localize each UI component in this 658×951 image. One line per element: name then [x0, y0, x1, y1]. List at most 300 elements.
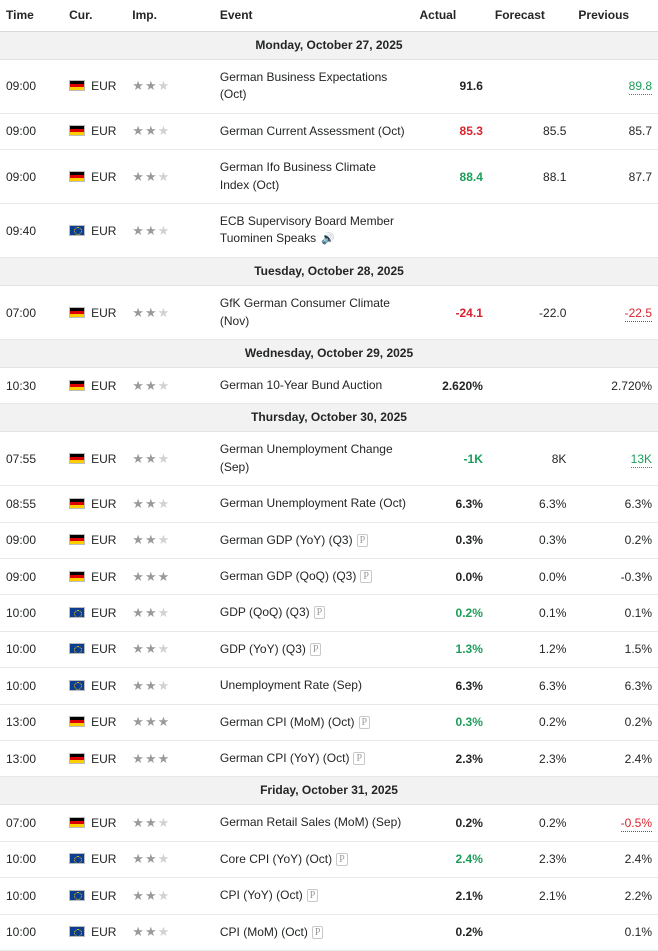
column-header-forecast[interactable]: Forecast [489, 0, 573, 32]
forecast-value: 2.3% [489, 841, 573, 877]
previous-value [572, 286, 658, 340]
currency-cell [63, 113, 126, 149]
forecast-value: 85.5 [489, 113, 573, 149]
previous-value [572, 203, 658, 257]
star-filled-icon: ★ [132, 78, 145, 94]
star-filled-icon: ★ [144, 641, 158, 657]
event-cell[interactable] [214, 486, 414, 522]
forecast-value: 1.2% [489, 631, 573, 667]
star-empty-icon: ★ [157, 495, 171, 511]
event-name: ECB Supervisory Board Member Tuominen Speaks [219, 213, 394, 246]
importance-rating[interactable] [126, 595, 214, 631]
germany-flag-icon [69, 80, 85, 91]
event-time: 08:55 [0, 486, 63, 522]
star-filled-icon: ★ [132, 377, 145, 393]
table-row[interactable] [0, 878, 658, 914]
event-name: German GDP (YoY) (Q3) [219, 532, 353, 547]
event-cell[interactable] [214, 60, 414, 114]
germany-flag-icon [69, 125, 85, 136]
previous-value: 2.2% [572, 878, 658, 914]
star-filled-icon: ★ [132, 924, 145, 940]
event-name: German Current Assessment (Oct) [219, 123, 405, 138]
event-cell[interactable] [214, 841, 414, 877]
previous-value-revised: -22.5 [624, 305, 652, 320]
actual-value: 6.3% [414, 486, 489, 522]
event-name: GfK German Consumer Climate (Nov) [219, 296, 390, 328]
currency-code: EUR [91, 888, 117, 903]
star-filled-icon: ★ [132, 677, 145, 693]
forecast-value: 8K [489, 432, 573, 486]
currency-cell [63, 914, 126, 950]
star-filled-icon: ★ [132, 605, 145, 621]
star-empty-icon: ★ [157, 605, 171, 621]
forecast-value: 6.3% [489, 668, 573, 704]
star-filled-icon: ★ [144, 851, 158, 867]
previous-value: -0.3% [572, 559, 658, 595]
currency-cell [63, 878, 126, 914]
star-empty-icon: ★ [157, 450, 171, 466]
previous-value: 2.4% [572, 841, 658, 877]
currency-cell [63, 841, 126, 877]
currency-cell [63, 432, 126, 486]
currency-cell [63, 740, 126, 776]
currency-code: EUR [91, 79, 117, 94]
star-empty-icon: ★ [157, 168, 171, 184]
table-row[interactable] [0, 668, 658, 704]
currency-code: EUR [91, 451, 117, 466]
star-filled-icon: ★ [144, 377, 158, 393]
event-name: Core CPI (YoY) (Oct) [219, 851, 333, 866]
event-time: 09:00 [0, 522, 63, 558]
germany-flag-icon [69, 716, 85, 727]
event-cell[interactable] [214, 522, 414, 558]
forecast-value: 0.2% [489, 704, 573, 740]
star-filled-icon: ★ [144, 815, 158, 831]
currency-code: EUR [91, 925, 117, 940]
previous-value: 0.2% [572, 522, 658, 558]
preliminary-badge: P [359, 716, 371, 729]
event-cell[interactable] [214, 559, 414, 595]
actual-value: 0.2% [414, 805, 489, 841]
eu-flag-icon [69, 890, 85, 901]
currency-code: EUR [91, 715, 117, 730]
forecast-value: 6.3% [489, 486, 573, 522]
star-filled-icon: ★ [144, 532, 158, 548]
event-time: 07:00 [0, 286, 63, 340]
germany-flag-icon [69, 753, 85, 764]
previous-value: 6.3% [572, 668, 658, 704]
previous-value: 2.720% [572, 368, 658, 404]
star-empty-icon: ★ [157, 851, 171, 867]
star-filled-icon: ★ [144, 714, 158, 730]
forecast-value: 2.3% [489, 740, 573, 776]
currency-code: EUR [91, 751, 117, 766]
germany-flag-icon [69, 498, 85, 509]
table-row[interactable] [0, 805, 658, 841]
forecast-value [489, 368, 573, 404]
day-label: Thursday, October 30, 2025 [0, 404, 658, 432]
germany-flag-icon [69, 171, 85, 182]
star-filled-icon: ★ [132, 641, 145, 657]
star-filled-icon: ★ [144, 750, 158, 766]
importance-rating[interactable] [126, 631, 214, 667]
star-filled-icon: ★ [144, 605, 158, 621]
event-name: Unemployment Rate (Sep) [219, 678, 362, 693]
column-header-event[interactable]: Event [214, 0, 414, 32]
star-filled-icon: ★ [144, 495, 158, 511]
previous-value [572, 60, 658, 114]
preliminary-badge: P [357, 534, 369, 547]
currency-cell [63, 668, 126, 704]
table-row[interactable] [0, 286, 658, 340]
currency-cell [63, 150, 126, 204]
event-name: German Business Expectations (Oct) [219, 70, 388, 102]
actual-value: 2.1% [414, 878, 489, 914]
table-row[interactable] [0, 432, 658, 486]
star-filled-icon: ★ [144, 222, 158, 238]
star-filled-icon: ★ [132, 123, 145, 139]
event-name: German GDP (QoQ) (Q3) [219, 569, 357, 584]
star-filled-icon: ★ [144, 450, 158, 466]
eu-flag-icon [69, 643, 85, 654]
day-label: Monday, October 27, 2025 [0, 32, 658, 60]
day-label: Tuesday, October 28, 2025 [0, 258, 658, 286]
event-time: 09:00 [0, 60, 63, 114]
event-name: CPI (MoM) (Oct) [219, 924, 308, 939]
eu-flag-icon [69, 225, 85, 236]
previous-value-revised: -0.5% [620, 816, 652, 831]
column-header-importance[interactable]: Imp. [126, 0, 214, 32]
star-filled-icon: ★ [132, 568, 145, 584]
table-row[interactable] [0, 740, 658, 776]
currency-code: EUR [91, 305, 117, 320]
table-row[interactable] [0, 368, 658, 404]
importance-rating[interactable] [126, 841, 214, 877]
forecast-value: 88.1 [489, 150, 573, 204]
previous-value: 0.1% [572, 914, 658, 950]
currency-code: EUR [91, 496, 117, 511]
actual-value: 88.4 [414, 150, 489, 204]
event-time: 13:00 [0, 740, 63, 776]
actual-value: 0.3% [414, 522, 489, 558]
importance-rating[interactable] [126, 203, 214, 257]
event-cell[interactable] [214, 805, 414, 841]
event-cell[interactable] [214, 286, 414, 340]
event-cell[interactable] [214, 704, 414, 740]
day-separator-row [0, 258, 658, 286]
preliminary-badge: P [314, 606, 326, 619]
star-filled-icon: ★ [144, 78, 158, 94]
event-name: German Retail Sales (MoM) (Sep) [219, 815, 402, 830]
importance-rating[interactable] [126, 368, 214, 404]
star-filled-icon: ★ [132, 222, 145, 238]
forecast-value: 2.1% [489, 878, 573, 914]
germany-flag-icon [69, 534, 85, 545]
event-name: German Unemployment Rate (Oct) [219, 496, 406, 511]
preliminary-badge: P [307, 889, 319, 902]
currency-code: EUR [91, 378, 117, 393]
header-row [0, 0, 658, 32]
table-header [0, 0, 658, 32]
event-time: 10:00 [0, 914, 63, 950]
importance-rating[interactable] [126, 805, 214, 841]
previous-value-revised: 13K [630, 451, 652, 466]
germany-flag-icon [69, 817, 85, 828]
event-name: German Ifo Business Climate Index (Oct) [219, 160, 376, 192]
day-label: Friday, October 31, 2025 [0, 777, 658, 805]
preliminary-badge: P [310, 643, 322, 656]
actual-value: 0.2% [414, 914, 489, 950]
star-empty-icon: ★ [157, 123, 171, 139]
event-cell[interactable] [214, 740, 414, 776]
table-row[interactable] [0, 486, 658, 522]
importance-rating[interactable] [126, 486, 214, 522]
importance-rating[interactable] [126, 559, 214, 595]
actual-value: 2.3% [414, 740, 489, 776]
column-header-time[interactable]: Time [0, 0, 63, 32]
star-filled-icon: ★ [132, 815, 145, 831]
table-row[interactable] [0, 60, 658, 114]
importance-rating[interactable] [126, 668, 214, 704]
table-row[interactable] [0, 113, 658, 149]
germany-flag-icon [69, 380, 85, 391]
star-filled-icon: ★ [132, 750, 145, 766]
eu-flag-icon [69, 926, 85, 937]
actual-value: 85.3 [414, 113, 489, 149]
actual-value: 2.620% [414, 368, 489, 404]
star-empty-icon: ★ [157, 222, 171, 238]
star-filled-icon: ★ [157, 750, 171, 766]
table-row[interactable] [0, 150, 658, 204]
event-time: 13:00 [0, 704, 63, 740]
germany-flag-icon [69, 453, 85, 464]
event-cell[interactable] [214, 203, 414, 257]
eu-flag-icon [69, 853, 85, 864]
event-name: German CPI (YoY) (Oct) [219, 750, 350, 765]
event-cell[interactable] [214, 113, 414, 149]
event-name: German Unemployment Change (Sep) [219, 442, 393, 474]
event-time: 10:30 [0, 368, 63, 404]
event-cell[interactable] [214, 631, 414, 667]
star-filled-icon: ★ [132, 714, 145, 730]
event-time: 10:00 [0, 631, 63, 667]
eu-flag-icon [69, 680, 85, 691]
currency-cell [63, 704, 126, 740]
star-filled-icon: ★ [132, 168, 145, 184]
currency-code: EUR [91, 606, 117, 621]
actual-value: -24.1 [414, 286, 489, 340]
table-row[interactable] [0, 522, 658, 558]
star-filled-icon: ★ [157, 568, 171, 584]
actual-value: 91.6 [414, 60, 489, 114]
actual-value: 0.3% [414, 704, 489, 740]
importance-rating[interactable] [126, 740, 214, 776]
event-time: 09:00 [0, 150, 63, 204]
forecast-value: 0.3% [489, 522, 573, 558]
event-cell[interactable] [214, 368, 414, 404]
star-filled-icon: ★ [144, 924, 158, 940]
table-row[interactable] [0, 559, 658, 595]
importance-rating[interactable] [126, 286, 214, 340]
star-filled-icon: ★ [132, 304, 145, 320]
star-filled-icon: ★ [144, 887, 158, 903]
forecast-value [489, 60, 573, 114]
star-filled-icon: ★ [144, 677, 158, 693]
event-time: 09:00 [0, 113, 63, 149]
column-header-actual[interactable]: Actual [414, 0, 489, 32]
star-empty-icon: ★ [157, 641, 171, 657]
currency-code: EUR [91, 169, 117, 184]
day-separator-row [0, 404, 658, 432]
previous-value: 6.3% [572, 486, 658, 522]
event-name: GDP (YoY) (Q3) [219, 641, 306, 656]
importance-rating[interactable] [126, 113, 214, 149]
star-filled-icon: ★ [144, 123, 158, 139]
importance-rating[interactable] [126, 60, 214, 114]
event-cell[interactable] [214, 595, 414, 631]
star-filled-icon: ★ [144, 568, 158, 584]
importance-rating[interactable] [126, 432, 214, 486]
star-filled-icon: ★ [132, 851, 145, 867]
star-empty-icon: ★ [157, 887, 171, 903]
previous-value [572, 805, 658, 841]
event-time: 10:00 [0, 878, 63, 914]
day-separator-row [0, 32, 658, 60]
currency-code: EUR [91, 569, 117, 584]
event-name: CPI (YoY) (Oct) [219, 888, 303, 903]
currency-code: EUR [91, 816, 117, 831]
event-name: German 10-Year Bund Auction [219, 378, 383, 393]
actual-value: 1.3% [414, 631, 489, 667]
currency-code: EUR [91, 533, 117, 548]
currency-cell [63, 368, 126, 404]
star-empty-icon: ★ [157, 532, 171, 548]
star-filled-icon: ★ [132, 532, 145, 548]
currency-code: EUR [91, 124, 117, 139]
germany-flag-icon [69, 571, 85, 582]
event-name: GDP (QoQ) (Q3) [219, 605, 310, 620]
day-separator-row [0, 777, 658, 805]
previous-value: 0.2% [572, 704, 658, 740]
star-empty-icon: ★ [157, 924, 171, 940]
currency-code: EUR [91, 223, 117, 238]
star-filled-icon: ★ [132, 450, 145, 466]
eu-flag-icon [69, 607, 85, 618]
preliminary-badge: P [353, 752, 365, 765]
event-time: 07:00 [0, 805, 63, 841]
importance-rating[interactable] [126, 704, 214, 740]
importance-rating[interactable] [126, 522, 214, 558]
star-filled-icon: ★ [144, 168, 158, 184]
currency-cell [63, 522, 126, 558]
actual-value: -1K [414, 432, 489, 486]
germany-flag-icon [69, 307, 85, 318]
star-empty-icon: ★ [157, 78, 171, 94]
star-filled-icon: ★ [132, 887, 145, 903]
previous-value: 0.1% [572, 595, 658, 631]
actual-value [414, 203, 489, 257]
day-separator-row [0, 340, 658, 368]
table-row[interactable] [0, 841, 658, 877]
event-name: German CPI (MoM) (Oct) [219, 714, 355, 729]
star-empty-icon: ★ [157, 304, 171, 320]
forecast-value: -22.0 [489, 286, 573, 340]
event-time: 07:55 [0, 432, 63, 486]
previous-value: 85.7 [572, 113, 658, 149]
star-empty-icon: ★ [157, 677, 171, 693]
table-row[interactable] [0, 631, 658, 667]
event-time: 09:00 [0, 559, 63, 595]
actual-value: 2.4% [414, 841, 489, 877]
star-empty-icon: ★ [157, 377, 171, 393]
previous-value: 1.5% [572, 631, 658, 667]
actual-value: 0.2% [414, 595, 489, 631]
table-body [0, 32, 658, 951]
currency-cell [63, 203, 126, 257]
forecast-value: 0.1% [489, 595, 573, 631]
event-cell[interactable] [214, 878, 414, 914]
event-time: 09:40 [0, 203, 63, 257]
table-row[interactable] [0, 704, 658, 740]
event-time: 10:00 [0, 841, 63, 877]
importance-rating[interactable] [126, 878, 214, 914]
star-empty-icon: ★ [157, 815, 171, 831]
table-row[interactable] [0, 203, 658, 257]
currency-cell [63, 631, 126, 667]
currency-cell [63, 805, 126, 841]
event-cell[interactable] [214, 914, 414, 950]
preliminary-badge: P [336, 853, 348, 866]
event-cell[interactable] [214, 432, 414, 486]
importance-rating[interactable] [126, 914, 214, 950]
event-time: 10:00 [0, 595, 63, 631]
event-time: 10:00 [0, 668, 63, 704]
forecast-value: 0.0% [489, 559, 573, 595]
forecast-value: 0.2% [489, 805, 573, 841]
event-cell[interactable] [214, 668, 414, 704]
event-cell[interactable] [214, 150, 414, 204]
currency-cell [63, 286, 126, 340]
actual-value: 0.0% [414, 559, 489, 595]
currency-cell [63, 559, 126, 595]
star-filled-icon: ★ [157, 714, 171, 730]
actual-value: 6.3% [414, 668, 489, 704]
previous-value-revised: 89.8 [628, 79, 652, 94]
currency-cell [63, 486, 126, 522]
table-row[interactable] [0, 914, 658, 950]
day-label: Wednesday, October 29, 2025 [0, 340, 658, 368]
currency-cell [63, 60, 126, 114]
star-filled-icon: ★ [132, 495, 145, 511]
forecast-value [489, 914, 573, 950]
table-row[interactable] [0, 595, 658, 631]
currency-cell [63, 595, 126, 631]
importance-rating[interactable] [126, 150, 214, 204]
forecast-value [489, 203, 573, 257]
currency-code: EUR [91, 642, 117, 657]
column-header-previous[interactable]: Previous [572, 0, 658, 32]
currency-code: EUR [91, 852, 117, 867]
column-header-currency[interactable]: Cur. [63, 0, 126, 32]
star-filled-icon: ★ [144, 304, 158, 320]
previous-value [572, 432, 658, 486]
currency-code: EUR [91, 678, 117, 693]
preliminary-badge: P [312, 926, 324, 939]
previous-value: 87.7 [572, 150, 658, 204]
previous-value: 2.4% [572, 740, 658, 776]
speaker-audio-icon[interactable]: 🔊 [321, 233, 335, 246]
preliminary-badge: P [360, 570, 372, 583]
